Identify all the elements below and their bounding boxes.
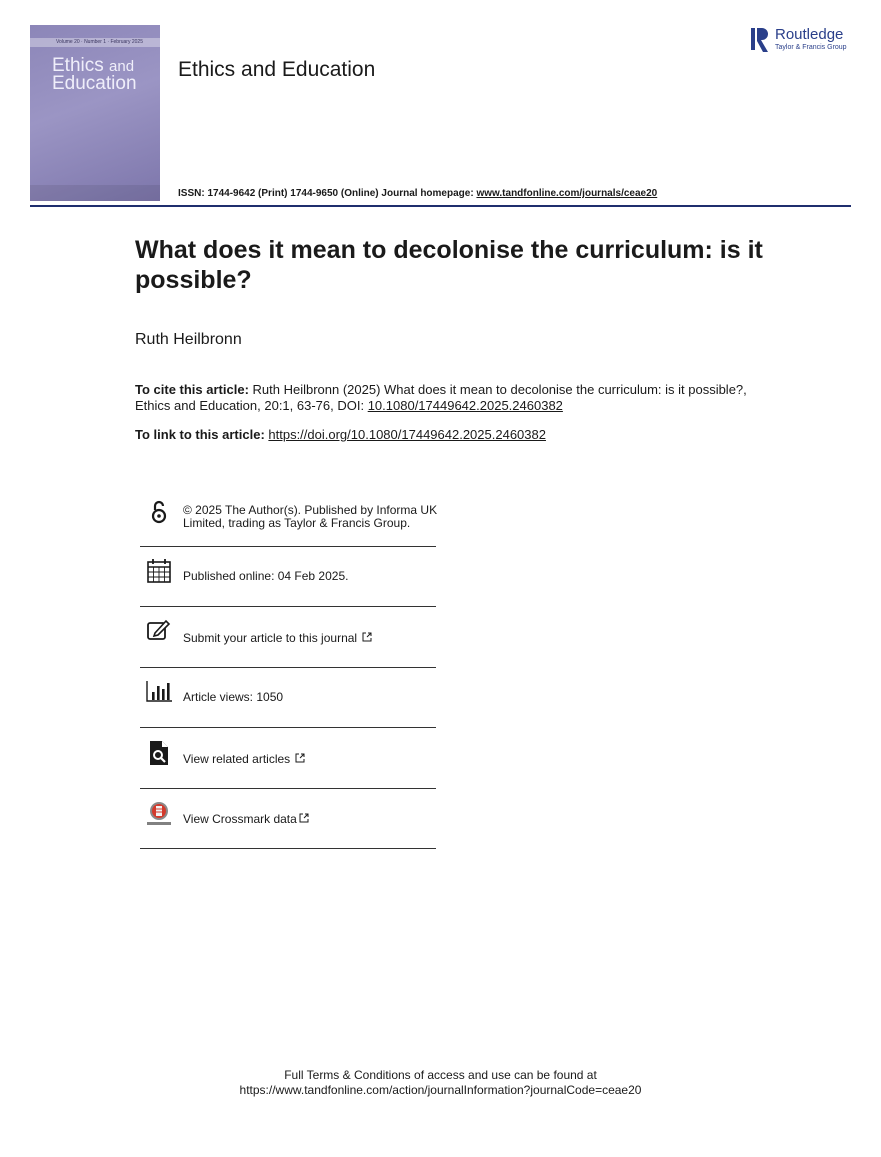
article-doi-link[interactable]: https://doi.org/10.1080/17449642.2025.2460382: [268, 427, 546, 442]
article-link-block: [135, 427, 546, 442]
cover-footer: [30, 185, 160, 201]
journal-homepage-link[interactable]: www.tandfonline.com/journals/ceae20: [476, 188, 658, 199]
cover-issue-strip: Volume 20 · Number 1 · February 2025: [30, 38, 160, 47]
routledge-logo[interactable]: [751, 26, 855, 56]
search-document-icon: [146, 740, 172, 766]
citation-block: [135, 382, 775, 414]
article-title: What does it mean to decolonise the curriculum: is it possible?: [135, 236, 763, 294]
submit-article-link[interactable]: Submit your article to this journal: [183, 632, 372, 645]
issn-text: ISSN: 1744-9642 (Print) 1744-9650 (Online) Journal homepage:: [178, 188, 477, 199]
related-articles-link[interactable]: View related articles: [183, 753, 305, 766]
bar-chart-icon: [146, 678, 172, 704]
calendar-icon: [146, 558, 172, 584]
crossmark-icon: [146, 801, 172, 827]
article-link-label: To link to this article:: [135, 427, 269, 442]
edit-icon: [146, 617, 172, 643]
citation-text: Ruth Heilbronn (2025) What does it mean to decolonise the curriculum: is it possible?, Ethics and Education, 20:1, 63-76, DOI:: [135, 382, 747, 413]
related-row[interactable]: [140, 728, 436, 789]
header-divider: [30, 205, 851, 207]
submit-row[interactable]: [140, 607, 436, 668]
terms-url[interactable]: https://www.tandfonline.com/action/journalInformation?journalCode=ceae20: [239, 1083, 642, 1097]
article-info-list: [140, 495, 436, 849]
crossmark-link[interactable]: View Crossmark data: [183, 813, 309, 826]
cover-title: Ethics and Education: [52, 55, 137, 94]
citation-label: To cite this article:: [135, 382, 249, 397]
views-row: [140, 668, 436, 728]
external-link-icon: [299, 813, 309, 823]
published-row: [140, 547, 436, 607]
publisher-subtitle: Taylor & Francis Group: [775, 44, 847, 51]
journal-title: Ethics and Education: [178, 58, 376, 81]
published-date: Published online: 04 Feb 2025.: [183, 569, 349, 583]
routledge-r-icon: [751, 26, 769, 54]
license-row: [140, 495, 436, 547]
crossmark-row[interactable]: [140, 789, 436, 849]
license-text: © 2025 The Author(s). Published by Informa UK Limited, trading as Taylor & Francis Group.: [183, 503, 438, 530]
terms-footer: [0, 1068, 881, 1098]
open-access-icon: [146, 499, 172, 525]
article-author: Ruth Heilbronn: [135, 331, 242, 348]
article-views: Article views: 1050: [183, 690, 284, 704]
issn-line: [178, 188, 657, 199]
publisher-name: Routledge: [775, 26, 844, 43]
citation-doi-link[interactable]: 10.1080/17449642.2025.2460382: [367, 398, 563, 413]
journal-cover-image[interactable]: [30, 25, 160, 201]
external-link-icon: [295, 753, 305, 763]
external-link-icon: [362, 632, 372, 642]
terms-text: Full Terms & Conditions of access and use can be found at: [284, 1068, 597, 1082]
